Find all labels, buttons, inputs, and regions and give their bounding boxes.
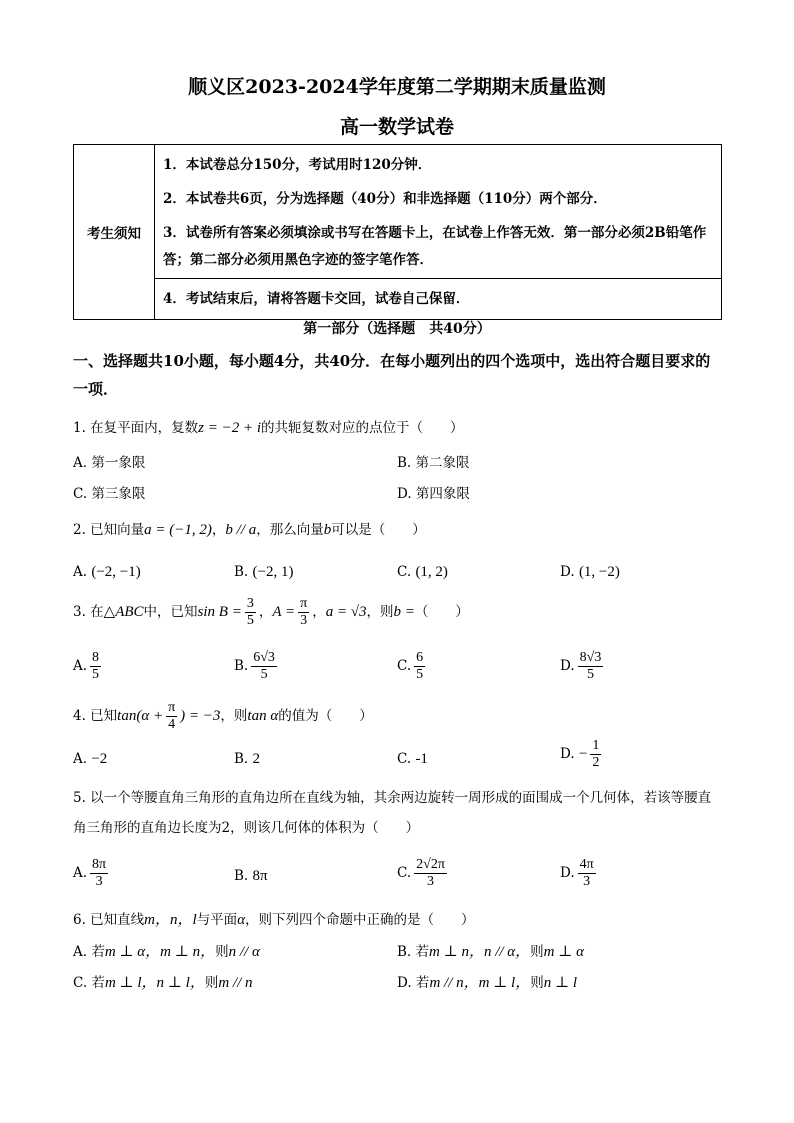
question-2 <box>73 516 723 544</box>
notice-item-3: 3．试卷所有答案必须填涂或书写在答题卡上，在试卷上作答无效．第一部分必须2B铅笔作答；第二部分必须用黑色字迹的签字笔作答． <box>163 225 707 268</box>
q2-math-3: b <box>323 522 332 538</box>
q1-option-b: B. 第二象限 <box>397 455 470 471</box>
q3-frac-2: $\frac{\pi}{3}$ <box>300 596 308 628</box>
q6-option-a: A. 若m ⊥ α，m ⊥ n，则n // α <box>73 944 260 960</box>
q4-math-1: tan(α + <box>117 708 164 724</box>
q5-option-d-frac: $\frac{4\pi}{3}$ <box>579 857 594 889</box>
q5-option-a-frac: $\frac{8\pi}{3}$ <box>92 857 107 889</box>
q2-option-b: B. (−2, 1) <box>234 564 294 580</box>
q2-option-c-value: (1, 2) <box>415 564 448 580</box>
q3-option-a: A. $\frac{8}{5}$ <box>73 650 100 682</box>
q5-option-b: B. 8π <box>234 868 268 884</box>
q3-math-2: sin B = <box>197 604 242 620</box>
q3-stem-d: （ ） <box>414 604 469 620</box>
q4-option-a: A. −2 <box>73 751 108 767</box>
q6-stem-b: 与平面 <box>196 912 238 928</box>
q4-stem-b: ，则 <box>220 708 248 724</box>
q3-math-5: b = <box>393 604 415 620</box>
q6-option-d: D. 若m // n，m ⊥ l，则n ⊥ l <box>397 975 577 991</box>
q3-option-d-frac: $\frac{8√3}{5}$ <box>579 650 602 682</box>
q3-stem-b: 中，已知 <box>143 604 198 620</box>
q4-math-2: ) = −3 <box>180 708 221 724</box>
section-instruction: 一、选择题共10小题，每小题4分，共40分．在每小题列出的四个选项中，选出符合题目要求的一项． <box>73 352 711 398</box>
exam-subtitle: 高一数学试卷 <box>339 116 454 138</box>
notice-label: 考生须知 <box>74 145 155 320</box>
q4-option-c: C. -1 <box>397 751 428 767</box>
notice-item-4: 4．考试结束后，请将答题卡交回，试卷自己保留． <box>155 278 721 319</box>
q5-option-a: A. $\frac{8\pi}{3}$ <box>73 857 107 889</box>
q3-option-b: B. $\frac{6√3}{5}$ <box>234 650 275 682</box>
q1-stem-b: 的共轭复数对应的点位于（ ） <box>261 420 464 436</box>
q2-stem-a: 2. 已知向量 <box>73 522 145 538</box>
q4-frac: $\frac{\pi}{4}$ <box>168 700 176 732</box>
q3-stem-a: 3. 在 <box>73 604 104 620</box>
q4-stem-a: 4. 已知 <box>73 708 118 724</box>
q3-frac-1: $\frac{3}{5}$ <box>246 596 254 628</box>
q6-math-2: α <box>237 912 246 928</box>
question-3: 3. 在△ABC中，已知sin B = $\frac{3}{5}$ ，A = $\frac{\pi}{3}$ ，a = √3，则b =（ ） <box>73 596 469 628</box>
q3-math-4: a = √3 <box>325 604 367 620</box>
q4-math-3: tan α <box>247 708 279 724</box>
q1-option-c: C. 第三象限 <box>73 486 146 502</box>
q2-option-a-value: (−2, −1) <box>91 564 141 580</box>
q3-option-c-frac: $\frac{6}{5}$ <box>416 650 424 682</box>
q1-math: z = −2 + i <box>198 420 262 436</box>
q2-option-c: C. (1, 2) <box>397 564 448 580</box>
q2-option-b-value: (−2, 1) <box>252 564 294 580</box>
section-heading: 第一部分（选择题 共40分） <box>303 321 491 337</box>
q3-option-d: D. $\frac{8√3}{5}$ <box>560 650 602 682</box>
q4-stem-c: 的值为（ ） <box>278 708 373 724</box>
q3-option-b-frac: $\frac{6√3}{5}$ <box>253 650 275 682</box>
q4-option-d: D. − $\frac{1}{2}$ <box>560 738 600 770</box>
q5-option-d: D. $\frac{4\pi}{3}$ <box>560 857 594 889</box>
q3-math-1: △ABC <box>103 604 144 620</box>
q2-math-2: b // a <box>225 522 257 538</box>
q5-option-c-frac: $\frac{2√2\pi}{3}$ <box>416 857 445 889</box>
q4-option-b: B. 2 <box>234 751 261 767</box>
q6-math-1: m，n，l <box>144 912 197 928</box>
q3-stem-c: ，则 <box>366 604 394 620</box>
q1-option-d: D. 第四象限 <box>397 486 470 502</box>
q1-stem-a: 1. 在复平面内，复数 <box>73 420 199 436</box>
notice-item-2: 2．本试卷共6页，分为选择题（40分）和非选择题（110分）两个部分． <box>163 191 607 207</box>
q3-math-3: A = <box>272 604 296 620</box>
q2-stem-c: 可以是（ ） <box>331 522 426 538</box>
q5-option-c: C. $\frac{2√2\pi}{3}$ <box>397 857 445 889</box>
q2-option-a: A. (−2, −1) <box>73 564 141 580</box>
q4-option-d-frac: $\frac{1}{2}$ <box>592 738 600 770</box>
q1-option-a: A. 第一象限 <box>73 455 146 471</box>
q6-stem-a: 6. 已知直线 <box>73 912 145 928</box>
notice-table <box>73 144 722 320</box>
q2-math-1: a = (−1, 2) <box>144 522 212 538</box>
q2-option-d-value: (1, −2) <box>578 564 620 580</box>
q6-option-c: C. 若m ⊥ l，n ⊥ l，则m // n <box>73 975 253 991</box>
q3-option-c: C. $\frac{6}{5}$ <box>397 650 424 682</box>
q2-option-d: D. (1, −2) <box>560 564 620 580</box>
notice-item-1: 1．本试卷总分150分，考试用时120分钟． <box>163 157 432 173</box>
question-1 <box>73 414 723 442</box>
question-4 <box>73 700 723 733</box>
q3-option-a-frac: $\frac{8}{5}$ <box>92 650 100 682</box>
q2-stem-b: ，那么向量 <box>256 522 324 538</box>
q6-option-b: B. 若m ⊥ n，n // α，则m ⊥ α <box>397 944 584 960</box>
question-5: 5. 以一个等腰直角三角形的直角边所在直线为轴，其余两边旋转一周形成的面围成一个几何体，若该等腰直角三角形的直角边长度为2，则该几何体的体积为（ ） <box>73 790 712 836</box>
question-6 <box>73 906 723 934</box>
q2-sep: ， <box>211 522 226 538</box>
exam-title: 顺义区2023-2024学年度第二学期期末质量监测 <box>188 76 606 98</box>
q6-stem-c: ，则下列四个命题中正确的是（ ） <box>245 912 475 928</box>
